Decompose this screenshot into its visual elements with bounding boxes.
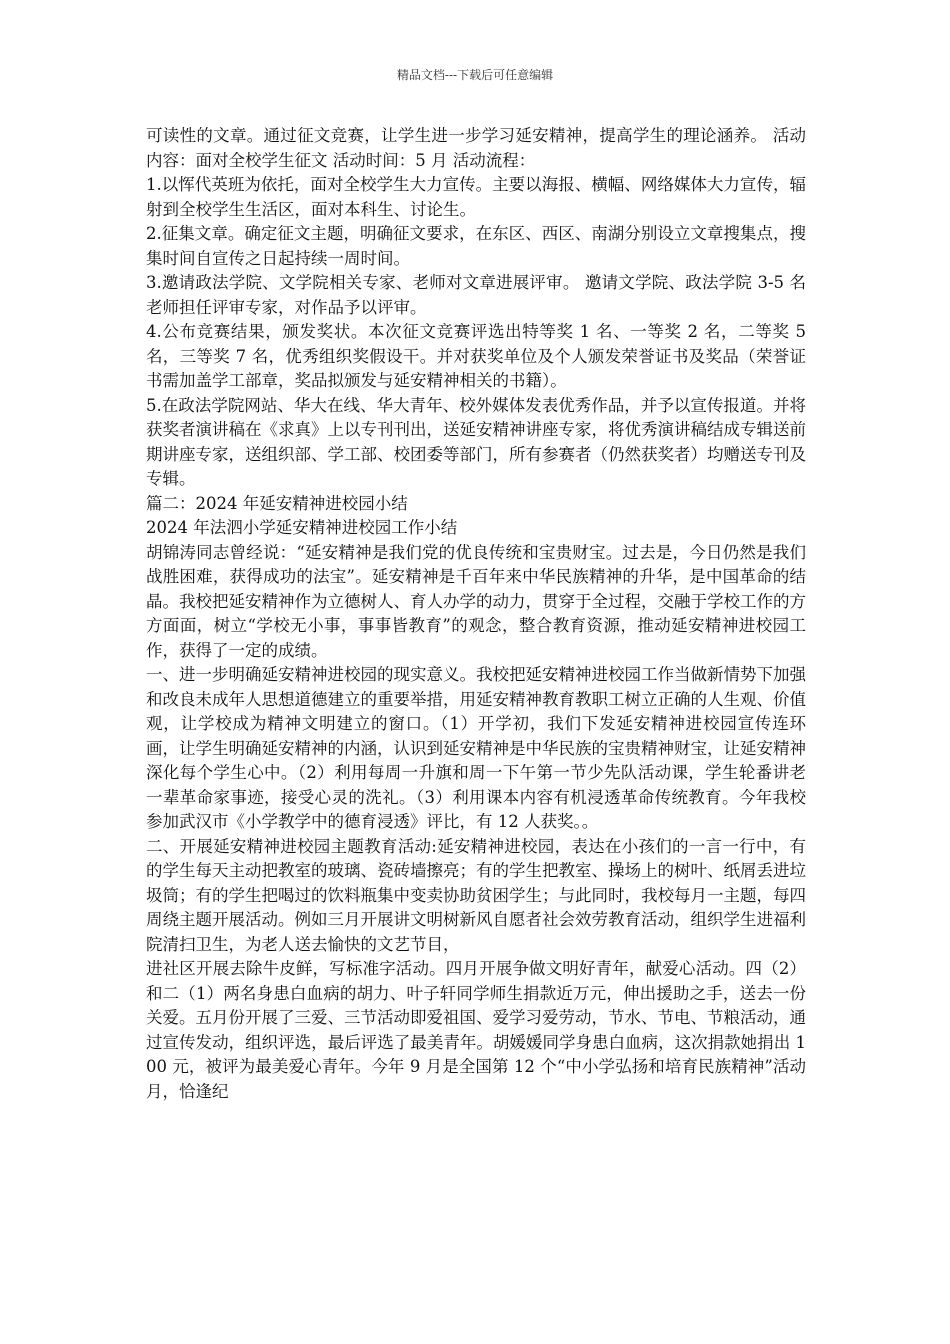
paragraph: 4.公布竞赛结果，颁发奖状。本次征文竞赛评选出特等奖 1 名、一等奖 2 名，二等奖 5 名，三等奖 7 名，优秀组织奖假设干。并对获奖单位及个人颁发荣誉证书及奖品（荣誉证书需加盖学工部章，奖品拟颁发与延安精神相关的书籍）。 xyxy=(146,322,806,390)
paragraph: 进社区开展去除牛皮鲜，写标准字活动。四月开展争做文明好青年，献爱心活动。四（2）和二（1）两名身患白血病的胡力、叶子轩同学师生捐款近万元，伸出援助之手，送去一份关爱。五月份开展了三爱、三节活动即爱祖国、爱学习爱劳动，节水、节电、节粮活动，通过宣传发动，组织评选，最后评选了最美青年。胡媛媛同学身患白血病，这次捐款她捐出 100 元，被评为最美爱心青年。今年 9 月是全国第 12 个“中小学弘扬和培育民族精神”活动月，恰逢纪 xyxy=(146,959,806,1101)
document-body xyxy=(146,124,806,1104)
paragraph: 胡锦涛同志曾经说：“延安精神是我们党的优良传统和宝贵财宝。过去是，今日仍然是我们战胜困难，获得成功的法宝”。延安精神是千百年来中华民族精神的升华，是中国革命的结晶。我校把延安精神作为立德树人、育人办学的动力，贯穿于全过程，交融于学校工作的方方面面，树立“学校无小事，事事皆教育”的观念，整合教育资源，推动延安精神进校园工作，获得了一定的成绩。 xyxy=(146,542,806,660)
paragraph: 二、开展延安精神进校园主题教育活动:延安精神进校园，表达在小孩们的一言一行中，有的学生每天主动把教室的玻璃、瓷砖墙擦亮；有的学生把教室、操场上的树叶、纸屑丢进垃圾筒；有的学生把喝过的饮料瓶集中变卖协助贫困学生；与此同时，我校每月一主题，每四周绕主题开展活动。例如三月开展讲文明树新风自愿者社会效劳教育活动，组织学生进福利院清扫卫生，为老人送去愉快的文艺节目， xyxy=(146,836,806,954)
paragraph: 2.征集文章。确定征文主题，明确征文要求，在东区、西区、南湖分别设立文章搜集点，搜集时间自宣传之日起持续一周时间。 xyxy=(146,224,806,268)
paragraph: 1.以恽代英班为依托，面对全校学生大力宣传。主要以海报、横幅、网络媒体大力宣传，辐射到全校学生生活区，面对本科生、讨论生。 xyxy=(146,175,806,219)
section-heading: 篇二：2024 年延安精神进校园小结 xyxy=(146,493,408,513)
section-subheading: 2024 年法泗小学延安精神进校园工作小结 xyxy=(146,518,458,537)
paragraph: 5.在政法学院网站、华大在线、华大青年、校外媒体发表优秀作品，并予以宣传报道。并将获奖者演讲稿在《求真》上以专刊刊出，送延安精神讲座专家，将优秀演讲稿结成专辑送前期讲座专家，送组织部、学工部、校团委等部门，所有参赛者（仍然获奖者）均赠送专刊及专辑。 xyxy=(146,395,806,488)
paragraph: 3.邀请政法学院、文学院相关专家、老师对文章进展评审。 邀请文学院、政法学院 3-5 名老师担任评审专家，对作品予以评审。 xyxy=(146,273,806,317)
paragraph: 一、进一步明确延安精神进校园的现实意义。我校把延安精神进校园工作当做新情势下加强和改良未成年人思想道德建立的重要举措，用延安精神教育教职工树立正确的人生观、价值观，让学校成为精神文明建立的窗口。（1）开学初，我们下发延安精神进校园宣传连环画，让学生明确延安精神的内涵，认识到延安精神是中华民族的宝贵精神财宝，让延安精神深化每个学生心中。（2）利用每周一升旗和周一下午第一节少先队活动课，学生轮番讲老一辈革命家事迹，接受心灵的洗礼。（3）利用课本内容有机浸透革命传统教育。今年我校参加武汉市《小学教学中的德育浸透》评比，有 12 人获奖。。 xyxy=(146,665,806,831)
paragraph: 可读性的文章。通过征文竞赛，让学生进一步学习延安精神，提高学生的理论涵养。 活动内容：面对全校学生征文 活动时间：5 月 活动流程： xyxy=(146,126,806,170)
page-header: 精品文档---下载后可任意编辑 xyxy=(396,68,554,82)
